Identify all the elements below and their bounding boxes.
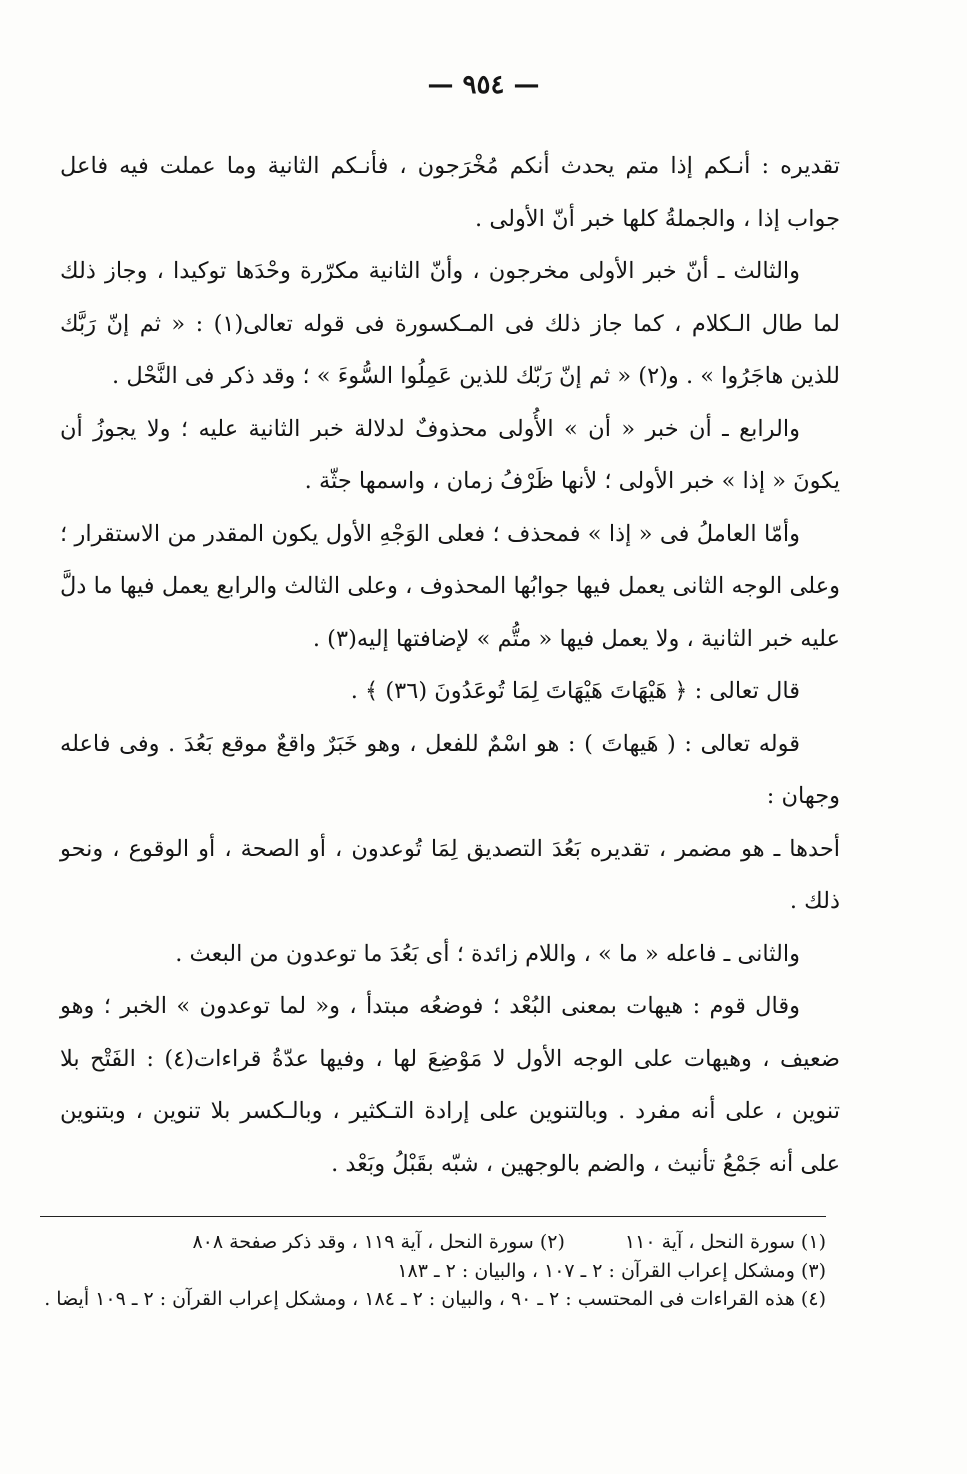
page-number: — ٩٥٤ — (427, 70, 540, 100)
footnote-4: (٤) هذه القراءات فى المحتسب : ٢ ـ ٩٠ ، والبيان : ٢ ـ ١٨٤ ، ومشكل إعراب القرآن : ٢ ـ ١٠٩ أيضا . (44, 1288, 826, 1310)
footnote-line-1 (40, 1228, 826, 1257)
footnote-divider (40, 1216, 826, 1217)
paragraph-8: والثانى ـ فاعله « ما » ، واللام زائدة ؛ أى بَعُدَ ما توعدون من البعث . (175, 940, 800, 967)
paragraph-6: قوله تعالى : ( هَيهاتَ ) : هو اسْمٌ للفعل ، وهو خَبَرٌ واقعٌ موقع بَعُدَ . وفى فاعله وجهان : (60, 730, 840, 809)
footnote-2: (٢) سورة النحل ، آية ١١٩ ، وقد ذكر صفحة ٨٠٨ (192, 1231, 565, 1253)
footnote-3: (٣) ومشكل إعراب القرآن : ٢ ـ ١٠٧ ، والبيان : ٢ ـ ١٨٣ (397, 1259, 826, 1282)
paragraph-3: والرابع ـ أن خبر « أن » الأُولى محذوفٌ لدلالة خبر الثانية عليه ؛ ولا يجوزُ أن يكونَ « إذا » خبر الأولى ؛ لأنها ظَرْفُ زمان ، واسمها جثّة . (60, 415, 840, 494)
footnote-1: (١) سورة النحل ، آية ١١٠ (624, 1231, 826, 1253)
verse-heading: قال تعالى : ﴿ هَيْهَاتَ هَيْهَاتَ لِمَا تُوعَدُونَ (٣٦) ﴾ . (350, 678, 800, 704)
footnotes (40, 1228, 826, 1314)
body-text (60, 140, 840, 1190)
paragraph-2: والثالث ـ أنّ خبر الأولى مخرجون ، وأنّ الثانية مكرّرة وحْدَها توكيدا ، وجاز ذلك لما طال الـكلام ، كما جاز ذلك فى المـكسورة فى قوله تعالى(١) : « ثم إنّ رَبَّك للذين هاجَرُوا » . و(٢) « ثم إنّ رَبّك للذين عَمِلُوا السُّوءَ » ؛ وقد ذكر فى النَّحْل . (60, 258, 840, 389)
paragraph-4: وأمّا العاملُ فى « إذا » فمحذف ؛ فعلى الوَجْهِ الأول يكون المقدر من الاستقرار ؛ وعلى الوجه الثانى يعمل فيها جوابُها المحذوف ، وعلى الثالث والرابع يعمل فيها ما دلَّ عليه خبر الثانية ، ولا يعمل فيها « متُّم » لإضافتها إليه(٣) . (60, 520, 840, 652)
paragraph-7: أحدها ـ هو مضمر ، تقديره بَعُدَ التصديق لِمَا تُوعدون ، أو الصحة ، أو الوقوع ، ونحو ذلك . (60, 835, 840, 914)
paragraph-9: وقال قوم : هيهات بمعنى البُعْد ؛ فوضعُه مبتدأ ، و« لما توعدون » الخبر ؛ وهو ضعيف ، وهيهات على الوجه الأول لا مَوْضِعَ لها ، وفيها عدّةُ قراءات(٤) : الفَتْح بلا تنوين ، على أنه مفرد . وبالتنوين على إرادة التـكثير ، وبالـكسر بلا تنوين ، وبتنوين على أنه جَمْعُ تأنيث ، والضم بالوجهين ، شبّه بقَبْلُ وبَعْد . (60, 993, 840, 1177)
paragraph-1: تقديره : أنـكم إذا متم يحدث أنكم مُخْرَجون ، فأنـكم الثانية وما عملت فيه فاعل جواب إذا ، والجملةُ كلها خبر أنّ الأولى . (60, 153, 840, 232)
